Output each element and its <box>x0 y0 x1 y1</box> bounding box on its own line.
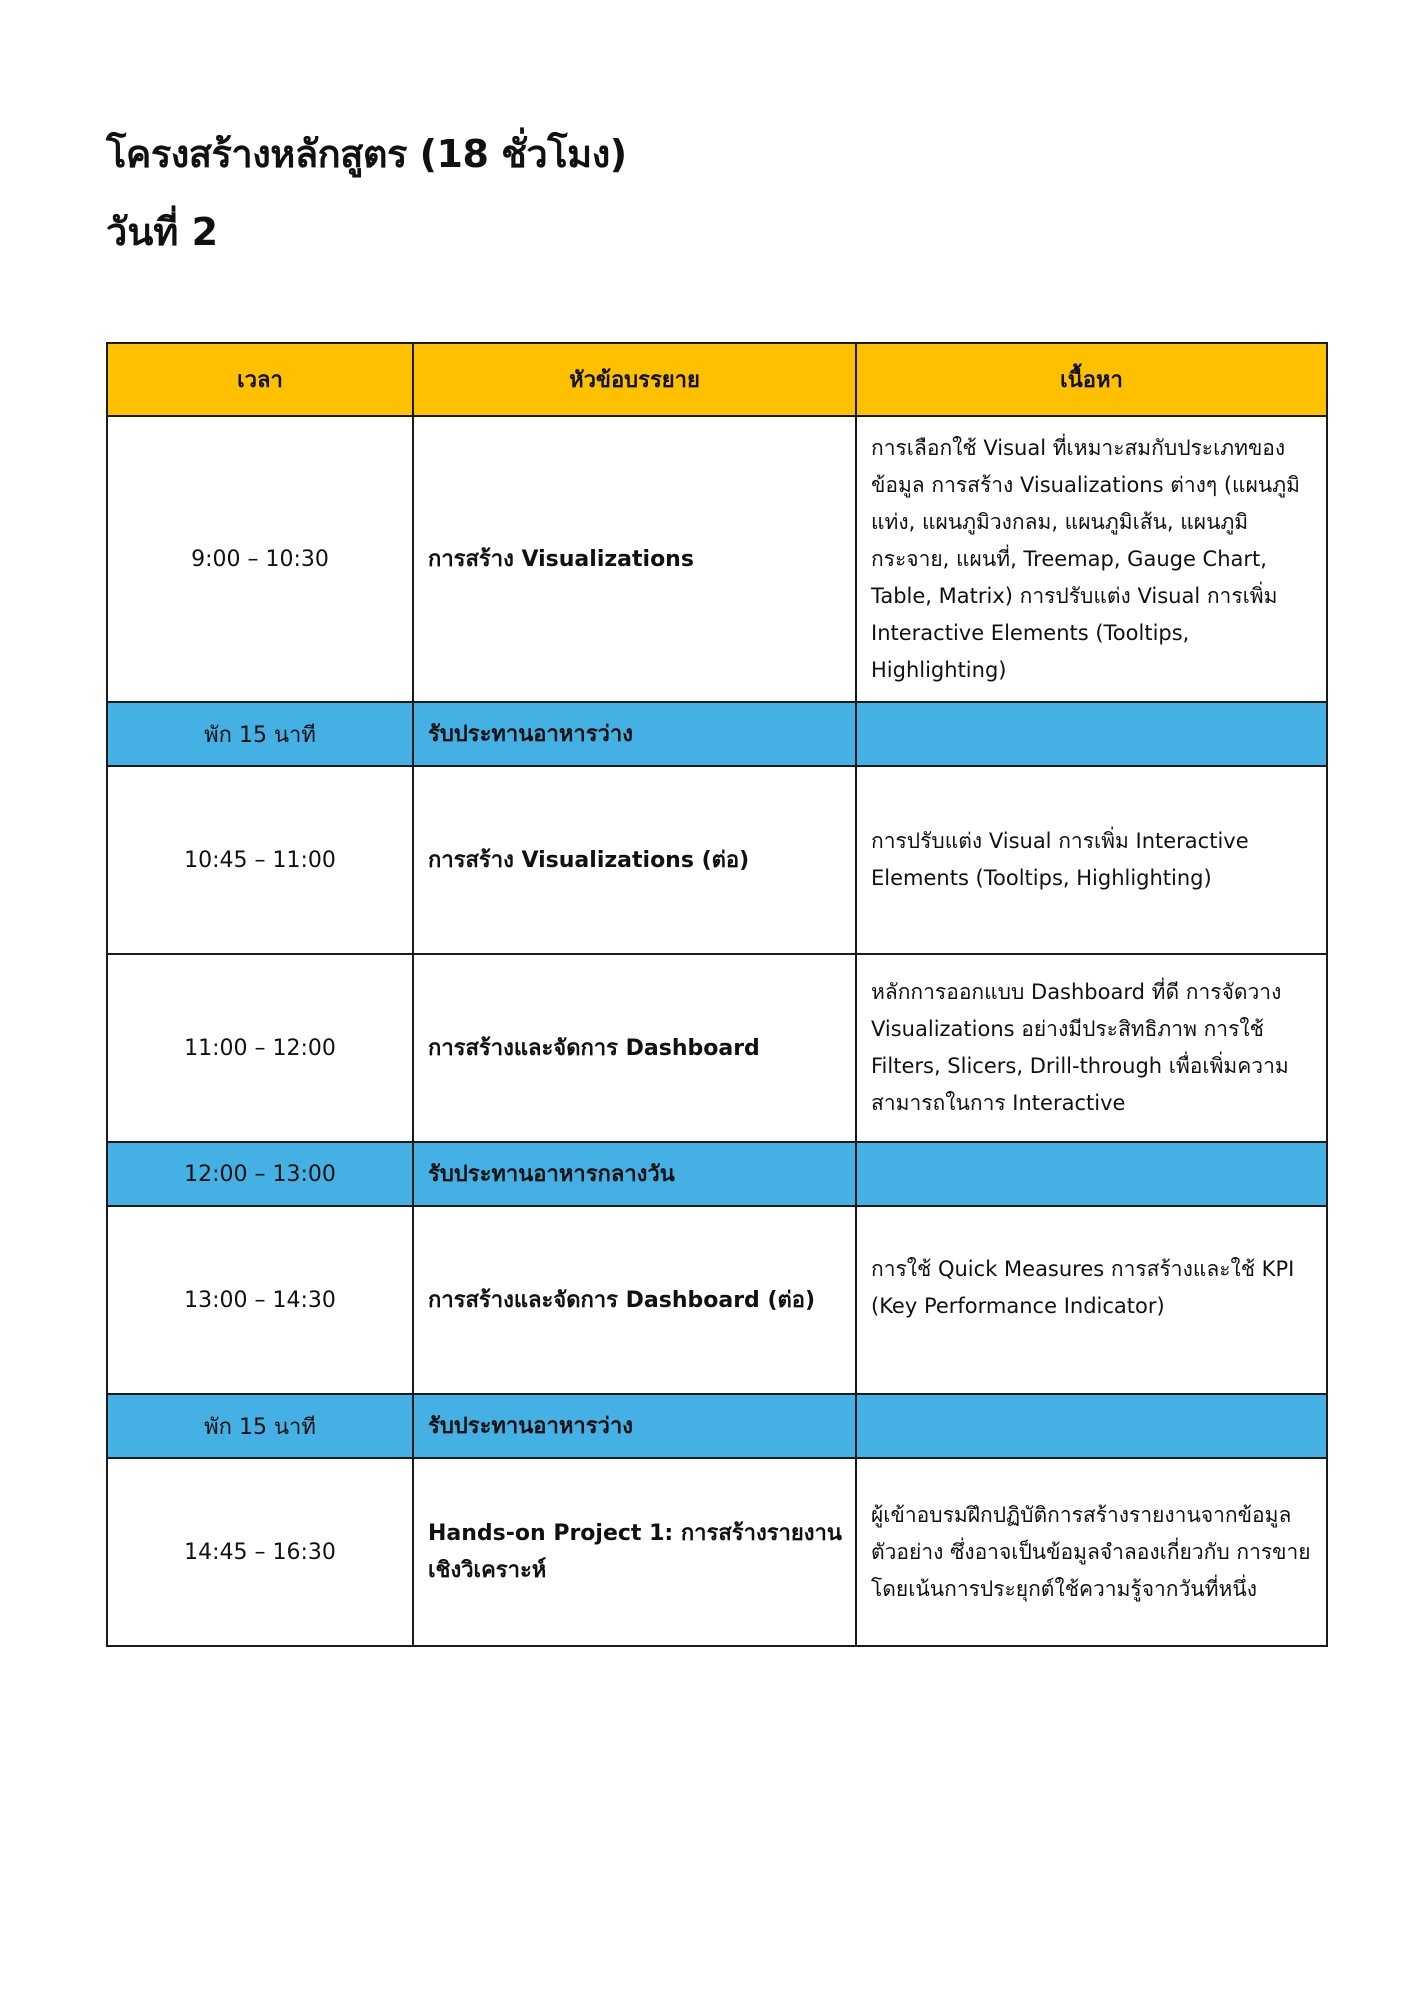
content-cell: การเลือกใช้ Visual ที่เหมาะสมกับประเภทของข้อมูล การสร้าง Visualizations ต่างๆ (แผนภูมิแท่ง, แผนภูมิวงกลม, แผนภูมิเส้น, แผนภูมิกระจาย, แผนที่, Treemap, Gauge Chart, Table, Matrix) การปรับแต่ง Visual การเพิ่ม Interactive Elements (Tooltips, Highlighting) <box>856 416 1327 702</box>
column-header-topic: หัวข้อบรรยาย <box>413 343 856 416</box>
break-row <box>107 1142 1327 1206</box>
topic-cell: Hands-on Project 1: การสร้างรายงานเชิงวิเคราะห์ <box>413 1458 856 1646</box>
topic-cell: การสร้างและจัดการ Dashboard <box>413 954 856 1142</box>
time-cell: 10:45 – 11:00 <box>107 766 413 954</box>
content-cell: การปรับแต่ง Visual การเพิ่ม Interactive Elements (Tooltips, Highlighting) <box>856 766 1327 954</box>
table-row <box>107 1206 1327 1394</box>
time-cell: 12:00 – 13:00 <box>107 1142 413 1206</box>
time-cell: 11:00 – 12:00 <box>107 954 413 1142</box>
table-header-row <box>107 343 1327 416</box>
page-title: โครงสร้างหลักสูตร (18 ชั่วโมง) <box>106 132 627 176</box>
table-row <box>107 1458 1327 1646</box>
content-cell <box>856 1394 1327 1458</box>
break-row <box>107 1394 1327 1458</box>
topic-cell: การสร้าง Visualizations <box>413 416 856 702</box>
topic-cell: รับประทานอาหารว่าง <box>413 1394 856 1458</box>
day-subtitle: วันที่ 2 <box>106 210 219 254</box>
time-cell: 9:00 – 10:30 <box>107 416 413 702</box>
content-cell <box>856 702 1327 766</box>
time-cell: 13:00 – 14:30 <box>107 1206 413 1394</box>
table-row <box>107 766 1327 954</box>
column-header-time: เวลา <box>107 343 413 416</box>
topic-cell: รับประทานอาหารกลางวัน <box>413 1142 856 1206</box>
content-cell: การใช้ Quick Measures การสร้างและใช้ KPI (Key Performance Indicator) <box>856 1206 1327 1394</box>
topic-cell: การสร้างและจัดการ Dashboard (ต่อ) <box>413 1206 856 1394</box>
column-header-content: เนื้อหา <box>856 343 1327 416</box>
topic-cell: รับประทานอาหารว่าง <box>413 702 856 766</box>
schedule-table <box>106 342 1328 1647</box>
time-cell: พัก 15 นาที <box>107 1394 413 1458</box>
break-row <box>107 702 1327 766</box>
content-cell: ผู้เข้าอบรมฝึกปฏิบัติการสร้างรายงานจากข้อมูลตัวอย่าง ซึ่งอาจเป็นข้อมูลจำลองเกี่ยวกับ การขาย โดยเน้นการประยุกต์ใช้ความรู้จากวันที่หนึ่ง <box>856 1458 1327 1646</box>
table-row <box>107 954 1327 1142</box>
time-cell: พัก 15 นาที <box>107 702 413 766</box>
table-row <box>107 416 1327 702</box>
content-cell <box>856 1142 1327 1206</box>
time-cell: 14:45 – 16:30 <box>107 1458 413 1646</box>
content-cell: หลักการออกแบบ Dashboard ที่ดี การจัดวาง Visualizations อย่างมีประสิทธิภาพ การใช้ Filters, Slicers, Drill-through เพื่อเพิ่มความสามารถในการ Interactive <box>856 954 1327 1142</box>
topic-cell: การสร้าง Visualizations (ต่อ) <box>413 766 856 954</box>
